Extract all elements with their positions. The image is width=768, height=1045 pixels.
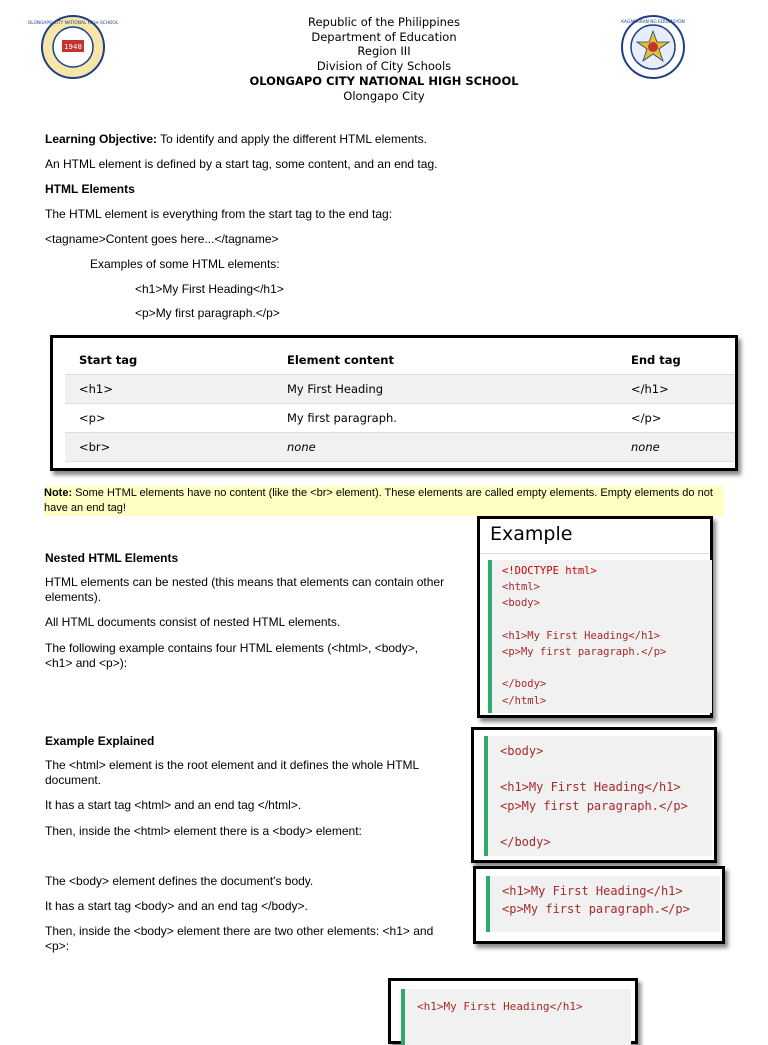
header-line: Region III [357,44,411,59]
school-city: Olongapo City [343,88,425,103]
example-line: <p>My first paragraph.</p> [135,306,280,320]
table-cell: <p> [65,404,273,433]
code-p-line: <p>My first paragraph.</p> [502,646,667,659]
table-row [65,404,735,433]
example-code-box [477,516,713,718]
table-cell: </p> [617,404,735,433]
paragraph: All HTML documents consist of nested HTML elements. [45,615,341,629]
code-block [484,736,712,856]
table-row [65,433,735,462]
header-line: Division of City Schools [316,59,452,74]
note-box [44,486,724,516]
learning-objective [45,132,427,147]
examples-label: Examples of some HTML elements: [90,257,280,271]
seal-year: 1948 [64,43,82,51]
code-h1-line: <h1>My First Heading</h1> [502,629,661,642]
code-body-close: </body> [500,835,551,850]
seal-text: KAGAWARAN NG EDUKASYON [621,20,685,25]
example-line: <h1>My First Heading</h1> [135,282,284,296]
table-cell: </h1> [617,375,735,404]
example-label: Example [490,523,573,545]
paragraph: The <body> element defines the document's body. [45,874,314,888]
code-block [401,989,631,1045]
code-block [488,560,712,713]
objective-label: Learning Objective: [45,132,158,146]
code-h1-line: <h1>My First Heading</h1> [500,780,681,795]
table-cell: <h1> [65,375,273,404]
section-heading: Example Explained [45,734,155,748]
code-h1-line: <h1>My First Heading</h1> [417,1000,583,1013]
paragraph: Then, inside the <body> element there are two other elements: <h1> and <p>: [45,924,434,953]
table-cell: none [273,433,617,462]
header-line: Department of Education [311,29,457,44]
code-body-open: <body> [500,744,544,758]
code-p-line: <p>My first paragraph.</p> [500,798,688,813]
school-name: OLONGAPO CITY NATIONAL HIGH SCHOOL [249,73,519,88]
code-html-close: </html> [502,694,547,707]
paragraph: Then, inside the <html> element there is a <body> element: [45,824,362,838]
table-header-row [65,346,735,375]
definition-text: An HTML element is defined by a start tag, some content, and an end tag. [45,157,438,171]
code-html-open: <html> [502,581,540,594]
code-body-open: <body> [502,597,540,610]
table-cell: My First Heading [273,375,617,404]
paragraph: The <html> element is the root element and it defines the whole HTML document. [45,758,419,787]
note-text: Some HTML elements have no content (like the <br> element). These elements are called empty elements. Empty elements do not have an end tag! [44,487,713,514]
code-body-close: </body> [502,678,547,691]
code-h1-line: <h1>My First Heading</h1> [502,884,683,898]
body-code-box [471,727,717,863]
h1p-code-box [473,866,725,944]
column-header: Start tag [65,346,273,375]
paragraph: The HTML element is everything from the start tag to the end tag: [45,207,393,221]
elements-table-frame [50,335,738,471]
header-line: Republic of the Philippines [307,15,461,29]
column-header: End tag [617,346,735,375]
elements-table [65,346,735,462]
objective-text: To identify and apply the different HTML elements. [157,132,427,146]
h1-code-box [388,978,638,1044]
letterhead [0,15,768,103]
table-cell: none [617,433,735,462]
code-block [486,876,720,932]
section-heading: Nested HTML Elements [45,551,179,565]
section-heading: HTML Elements [45,182,135,196]
paragraph: It has a start tag <body> and an end tag </body>. [45,899,308,913]
table-row [65,375,735,404]
paragraph: It has a start tag <html> and an end tag </html>. [45,798,302,812]
note-label: Note: [44,487,73,499]
paragraph: HTML elements can be nested (this means that elements can contain other elements). [45,575,445,604]
seal-text: OLONGAPO CITY NATIONAL HIGH SCHOOL [27,21,119,26]
paragraph: The following example contains four HTML elements (<html>, <body>, <h1> and <p>): [45,641,419,670]
syntax-line: <tagname>Content goes here...</tagname> [45,232,279,246]
table-cell: My first paragraph. [273,404,617,433]
column-header: Element content [273,346,617,375]
table-cell: <br> [65,433,273,462]
code-doctype: <!DOCTYPE html> [502,565,597,577]
code-p-line: <p>My first paragraph.</p> [502,902,690,917]
